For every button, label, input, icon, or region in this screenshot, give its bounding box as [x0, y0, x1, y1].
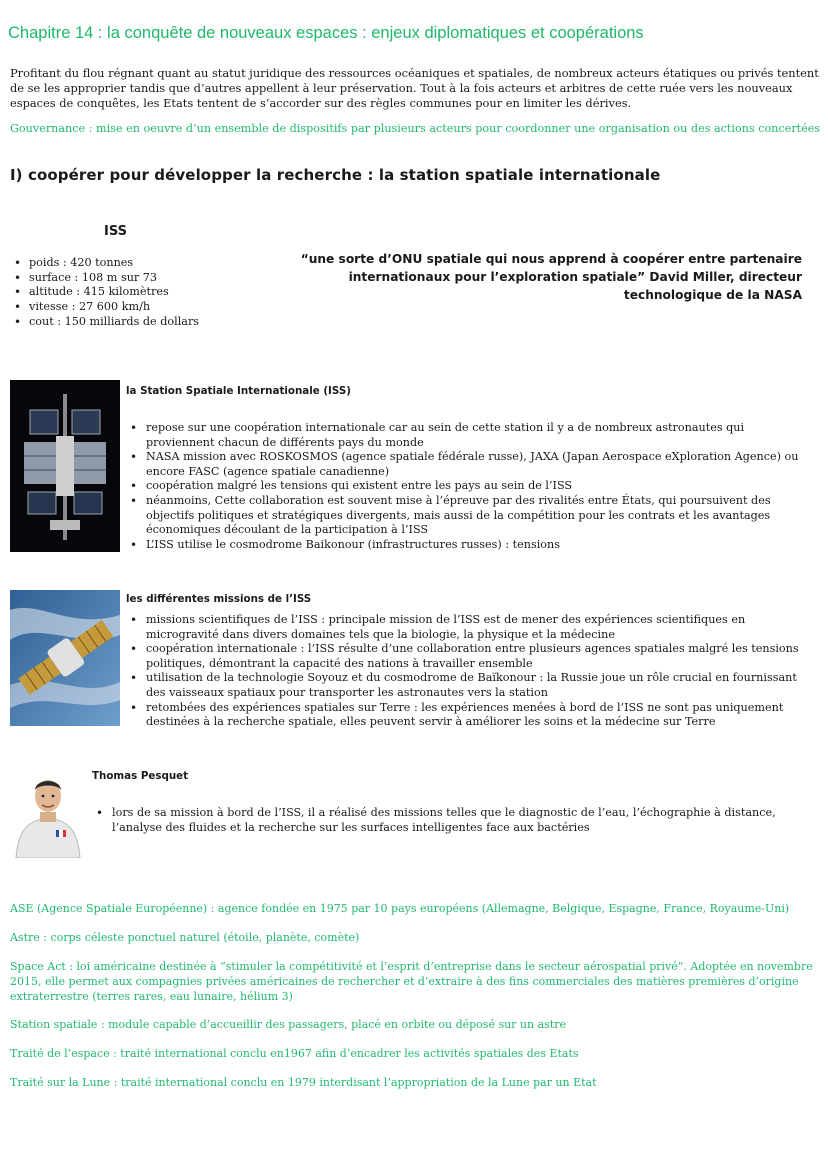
glossary-traite-espace: Traité de l’espace : traité international conclu en1967 afin d’encadrer les activités spatiales des Etats — [10, 1047, 579, 1060]
list-item: • repose sur une coopération internationale car au sein de cette station il y a de nombreux astronautes qui proviennent chacun de différents pays du monde — [128, 421, 808, 450]
iss-station-image — [10, 380, 120, 552]
list-item: • néanmoins, Cette collaboration est souvent mise à l’épreuve par des rivalités entre États, qui poursuivent des objectifs politiques et stratégiques divergents, mais aussi de la compétition pour les contrats et les avantages économiques découlant de la participation à l’ISS — [128, 494, 808, 538]
intro-paragraph: Profitant du flou régnant quant au statut juridique des ressources océaniques et spatiales, de nombreux acteurs étatiques ou privés tentent de se les approprier tandis que d’autres appellent à leur préservation. Tout à la fois acteurs et arbitres de cette ruée vers les nouveaux espaces de conquêtes, les Etats tentent de s’accorder sur des règles communes pour en limiter les dérives. — [10, 66, 819, 110]
list-item: • poids : 420 tonnes — [12, 256, 199, 271]
list-item: • NASA mission avec ROSKOSMOS (agence spatiale fédérale russe), JAXA (Japan Aerospace eXploration Agence) ou encore FASC (agence spatiale canadienne) — [128, 450, 808, 479]
glossary-astre: Astre : corps céleste ponctuel naturel (étoile, planète, comète) — [10, 931, 360, 944]
list-item: • vitesse : 27 600 km/h — [12, 300, 199, 315]
pesquet-bullets — [94, 806, 824, 835]
list-item: • missions scientifiques de l’ISS : principale mission de l’ISS est de mener des expériences scientifiques en microgravité dans divers domaines tels que la biologie, la physique et la médecine — [128, 613, 810, 642]
section-heading: I) coopérer pour développer la recherche : la station spatiale internationale — [10, 166, 661, 184]
iss-heading: ISS — [104, 224, 127, 239]
pesquet-heading: Thomas Pesquet — [92, 770, 189, 782]
pesquet-portrait — [10, 768, 86, 858]
list-item: • altitude : 415 kilomètres — [12, 285, 199, 300]
list-item: • lors de sa mission à bord de l’ISS, il a réalisé des missions telles que le diagnostic de l’eau, l’échographie à distance, l’analyse des fluides et la recherche sur les surfaces intelligentes face aux bactéries — [94, 806, 824, 835]
glossary-station-spatiale: Station spatiale : module capable d’accueillir des passagers, placé en orbite ou déposé sur un astre — [10, 1018, 566, 1031]
glossary-ase: ASE (Agence Spatiale Européenne) : agence fondée en 1975 par 10 pays européens (Allemagne, Belgique, Espagne, France, Royaume-Uni) — [10, 902, 790, 915]
astronaut-illustration — [10, 768, 86, 858]
station-bullets — [128, 421, 808, 552]
glossary-traite-lune: Traité sur la Lune : traité international conclu en 1979 interdisant l’appropriation de la Lune par un Etat — [10, 1076, 597, 1089]
missions-heading: les différentes missions de l’ISS — [126, 593, 312, 605]
spacecraft-illustration — [10, 590, 120, 726]
list-item: • utilisation de la technologie Soyouz et du cosmodrome de Baïkonour : la Russie joue un rôle crucial en fournissant des vaisseaux spatiaux pour transporter les astronautes vers la station — [128, 671, 810, 700]
quote: “une sorte d’ONU spatiale qui nous apprend à coopérer entre partenaire internationaux pour l’exploration spatiale” David Miller, directeur technologique de la NASA — [300, 252, 802, 302]
list-item: • surface : 108 m sur 73 — [12, 271, 199, 286]
missions-bullets — [128, 613, 810, 730]
missions-image — [10, 590, 120, 726]
iss-facts-list — [12, 256, 199, 330]
list-item: • coopération internationale : l’ISS résulte d’une collaboration entre plusieurs agences spatiales malgré les tensions politiques, démontrant la capacité des nations à travailler ensemble — [128, 642, 810, 671]
list-item: • cout : 150 milliards de dollars — [12, 315, 199, 330]
governance-definition: Gouvernance : mise en oeuvre d’un ensemble de dispositifs par plusieurs acteurs pour coordonner une organisation ou des actions concertées — [10, 122, 821, 135]
glossary-space-act: Space Act : loi américaine destinée à “stimuler la compétitivité et l’esprit d’entreprise dans le secteur aérospatial privé”. Adoptée en novembre 2015, elle permet aux compagnies privées américaines de rechercher et d’extraire à des fins commerciales des matières premières d’origine extraterrestre (terres rares, eau lunaire, hélium 3) — [10, 960, 813, 1003]
list-item: • retombées des expériences spatiales sur Terre : les expériences menées à bord de l’ISS ne sont pas uniquement destinées à la recherche spatiale, elles peuvent servir à améliorer les soins et la médecine sur Terre — [128, 701, 810, 730]
station-heading: la Station Spatiale Internationale (ISS) — [126, 385, 351, 397]
list-item: • L’ISS utilise le cosmodrome Baikonour (infrastructures russes) : tensions — [128, 538, 808, 553]
list-item: • coopération malgré les tensions qui existent entre les pays au sein de l’ISS — [128, 479, 808, 494]
page-title: Chapitre 14 : la conquête de nouveaux espaces : enjeux diplomatiques et coopérations — [8, 24, 644, 42]
iss-illustration — [10, 380, 120, 552]
